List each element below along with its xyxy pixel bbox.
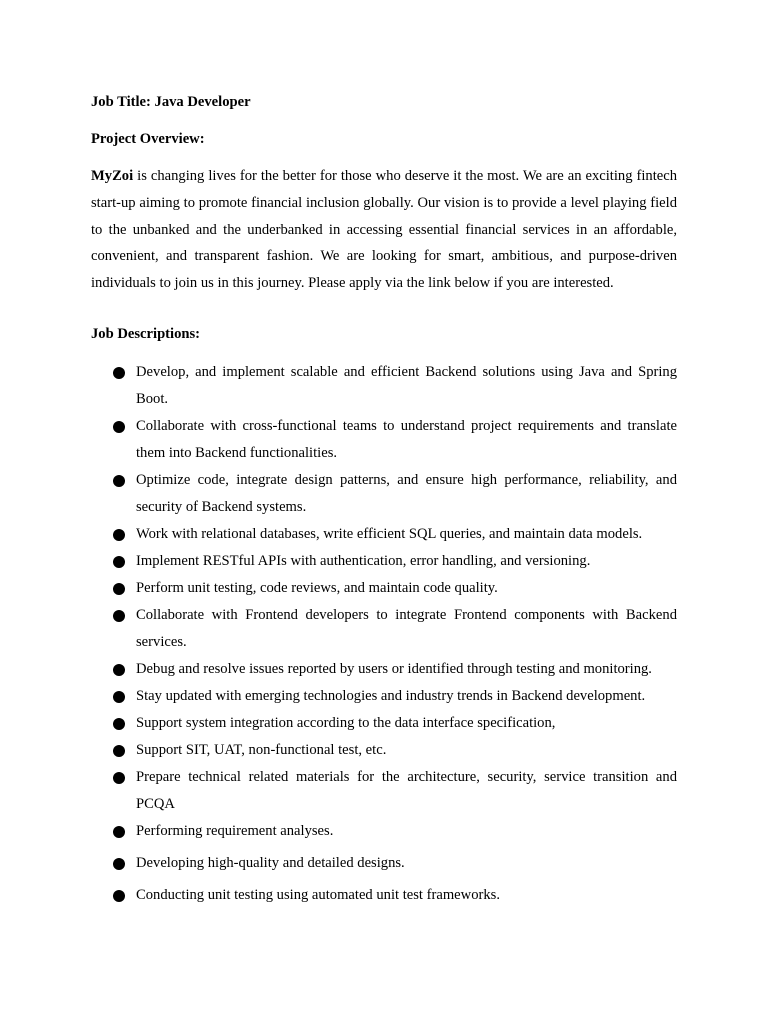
job-title: Job Title: Java Developer [91, 94, 251, 110]
list-item [91, 467, 677, 521]
list-item-text: Work with relational databases, write efficient SQL queries, and maintain data models. [136, 525, 643, 542]
list-item-text: Developing high-quality and detailed designs. [136, 854, 405, 871]
list-item-text: Optimize code, integrate design patterns, and ensure high performance, reliability, and security of Backend systems. [136, 471, 677, 515]
bullet-icon [113, 890, 125, 902]
job-descriptions-heading: Job Descriptions: [91, 325, 201, 342]
list-item-text: Stay updated with emerging technologies and industry trends in Backend development. [136, 687, 646, 704]
list-item [91, 602, 677, 656]
bullet-icon [113, 529, 125, 541]
list-item-text: Perform unit testing, code reviews, and maintain code quality. [136, 579, 498, 596]
bullet-icon [113, 421, 125, 433]
job-descriptions-list [91, 359, 677, 909]
list-item-text: Conducting unit testing using automated unit test frameworks. [136, 886, 500, 903]
list-item-text: Performing requirement analyses. [136, 822, 334, 839]
list-item-text: Collaborate with Frontend developers to integrate Frontend components with Backend services. [136, 606, 677, 650]
project-overview-heading: Project Overview: [91, 131, 205, 147]
list-item-text: Develop, and implement scalable and efficient Backend solutions using Java and Spring Boot. [136, 363, 677, 407]
list-item-text: Debug and resolve issues reported by users or identified through testing and monitoring. [136, 660, 652, 677]
bullet-icon [113, 367, 125, 379]
list-item [91, 882, 677, 909]
document-page [91, 90, 677, 909]
bullet-icon [113, 556, 125, 568]
company-name: MyZoi [91, 168, 134, 184]
list-item-text: Prepare technical related materials for the architecture, security, service transition and PCQA [136, 768, 677, 812]
list-item [91, 656, 677, 683]
bullet-icon [113, 718, 125, 730]
bullet-icon [113, 583, 125, 595]
list-item-text: Support system integration according to the data interface specification, [136, 714, 556, 731]
list-item [91, 413, 677, 467]
list-item [91, 548, 677, 575]
list-item [91, 683, 677, 710]
project-overview-paragraph [91, 163, 677, 297]
list-item-text: Collaborate with cross-functional teams to understand project requirements and translate them into Backend functionalities. [136, 417, 677, 461]
bullet-icon [113, 691, 125, 703]
list-item [91, 359, 677, 413]
list-item [91, 521, 677, 548]
bullet-icon [113, 475, 125, 487]
bullet-icon [113, 610, 125, 622]
list-item [91, 818, 677, 845]
bullet-icon [113, 826, 125, 838]
list-item-text: Support SIT, UAT, non-functional test, etc. [136, 741, 387, 758]
bullet-icon [113, 664, 125, 676]
list-item [91, 710, 677, 737]
bullet-icon [113, 745, 125, 757]
list-item [91, 850, 677, 877]
project-overview-text: is changing lives for the better for those who deserve it the most. We are an exciting fintech start-up aiming to promote financial inclusion globally. Our vision is to provide a level playing field to the unbanked and the underbanked in accessing essential financial services in an affordable, convenient, and transparent fashion. We are looking for smart, ambitious, and purpose-driven individuals to join us in this journey. Please apply via the link below if you are interested. [91, 168, 677, 292]
list-item-text: Implement RESTful APIs with authentication, error handling, and versioning. [136, 552, 591, 569]
list-item [91, 737, 677, 764]
list-item [91, 764, 677, 818]
bullet-icon [113, 858, 125, 870]
bullet-icon [113, 772, 125, 784]
list-item [91, 575, 677, 602]
